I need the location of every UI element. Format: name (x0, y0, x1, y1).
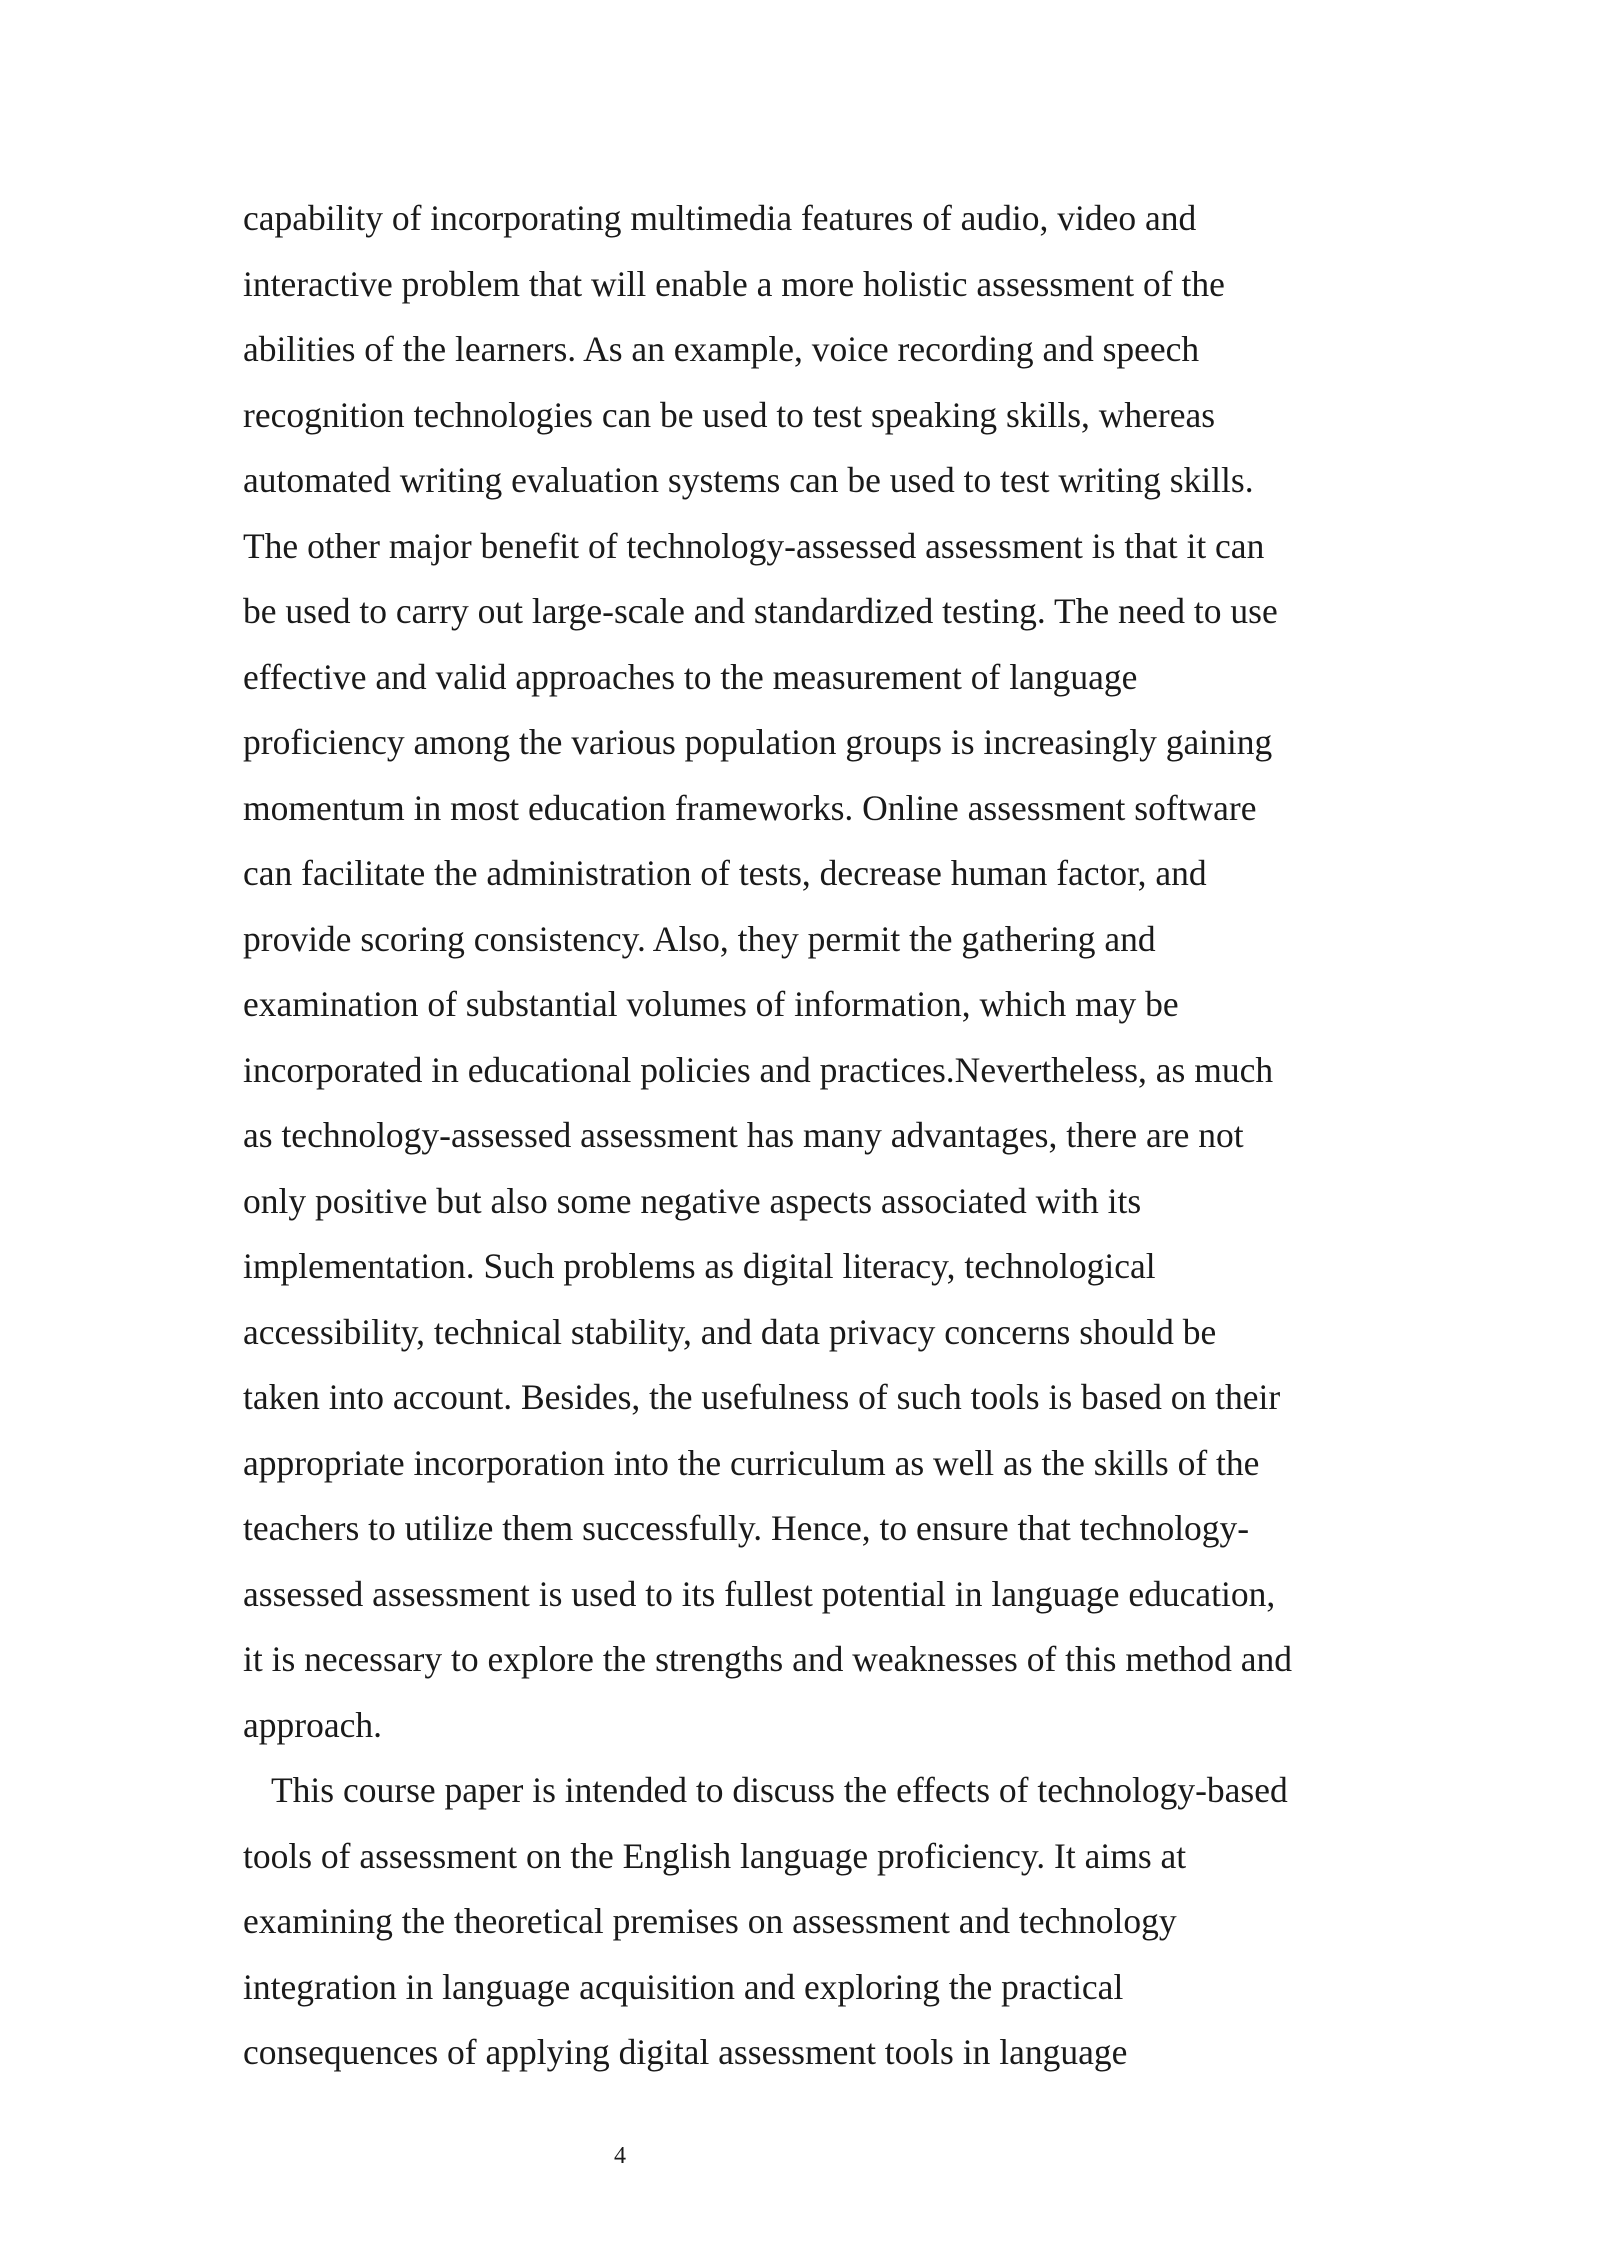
text-line: accessibility, technical stability, and data privacy concerns should be (243, 1311, 1217, 1352)
text-line: teachers to utilize them successfully. Hence, to ensure that technology- (243, 1508, 1250, 1548)
text-line: appropriate incorporation into the curriculum as well as the skills of the (243, 1442, 1260, 1483)
text-line: capability of incorporating multimedia features of audio, video and (243, 198, 1197, 238)
text-line: approach. (243, 1704, 382, 1745)
text-line: incorporated in educational policies and practices.Nevertheless, as much (243, 1049, 1274, 1090)
text-line: consequences of applying digital assessment tools in language (243, 2032, 1128, 2072)
text-line: examination of substantial volumes of information, which may be (243, 984, 1179, 1024)
text-line: recognition technologies can be used to test speaking skills, whereas (243, 394, 1216, 435)
text-line-paragraph-start: This course paper is intended to discuss the effects of technology-based (271, 1770, 1288, 1810)
text-line: as technology-assessed assessment has many advantages, there are not (243, 1115, 1244, 1155)
text-line: examining the theoretical premises on assessment and technology (243, 1901, 1177, 1941)
text-line: integration in language acquisition and exploring the practical (243, 1966, 1124, 2007)
text-line: tools of assessment on the English language proficiency. It aims at (243, 1835, 1187, 1876)
text-line: automated writing evaluation systems can be used to test writing skills. (243, 460, 1254, 500)
text-line: momentum in most education frameworks. Online assessment software (243, 787, 1257, 828)
text-line: proficiency among the various population groups is increasingly gaining (243, 722, 1273, 762)
text-line: implementation. Such problems as digital literacy, technological (243, 1246, 1156, 1286)
text-line: interactive problem that will enable a more holistic assessment of the (243, 263, 1225, 304)
text-line: be used to carry out large-scale and standardized testing. The need to use (243, 591, 1278, 631)
text-line: assessed assessment is used to its fullest potential in language education, (243, 1573, 1276, 1614)
text-line: abilities of the learners. As an example, voice recording and speech (243, 329, 1200, 369)
text-line: can facilitate the administration of tests, decrease human factor, and (243, 853, 1207, 893)
body-text (243, 186, 1373, 2086)
text-line: it is necessary to explore the strengths and weaknesses of this method and (243, 1639, 1292, 1679)
text-line: taken into account. Besides, the usefulness of such tools is based on their (243, 1377, 1281, 1417)
text-line: The other major benefit of technology-assessed assessment is that it can (243, 525, 1265, 566)
page-number: 4 (614, 2143, 626, 2169)
text-line: provide scoring consistency. Also, they permit the gathering and (243, 918, 1156, 959)
text-line: effective and valid approaches to the measurement of language (243, 656, 1138, 697)
text-line: only positive but also some negative aspects associated with its (243, 1180, 1142, 1221)
